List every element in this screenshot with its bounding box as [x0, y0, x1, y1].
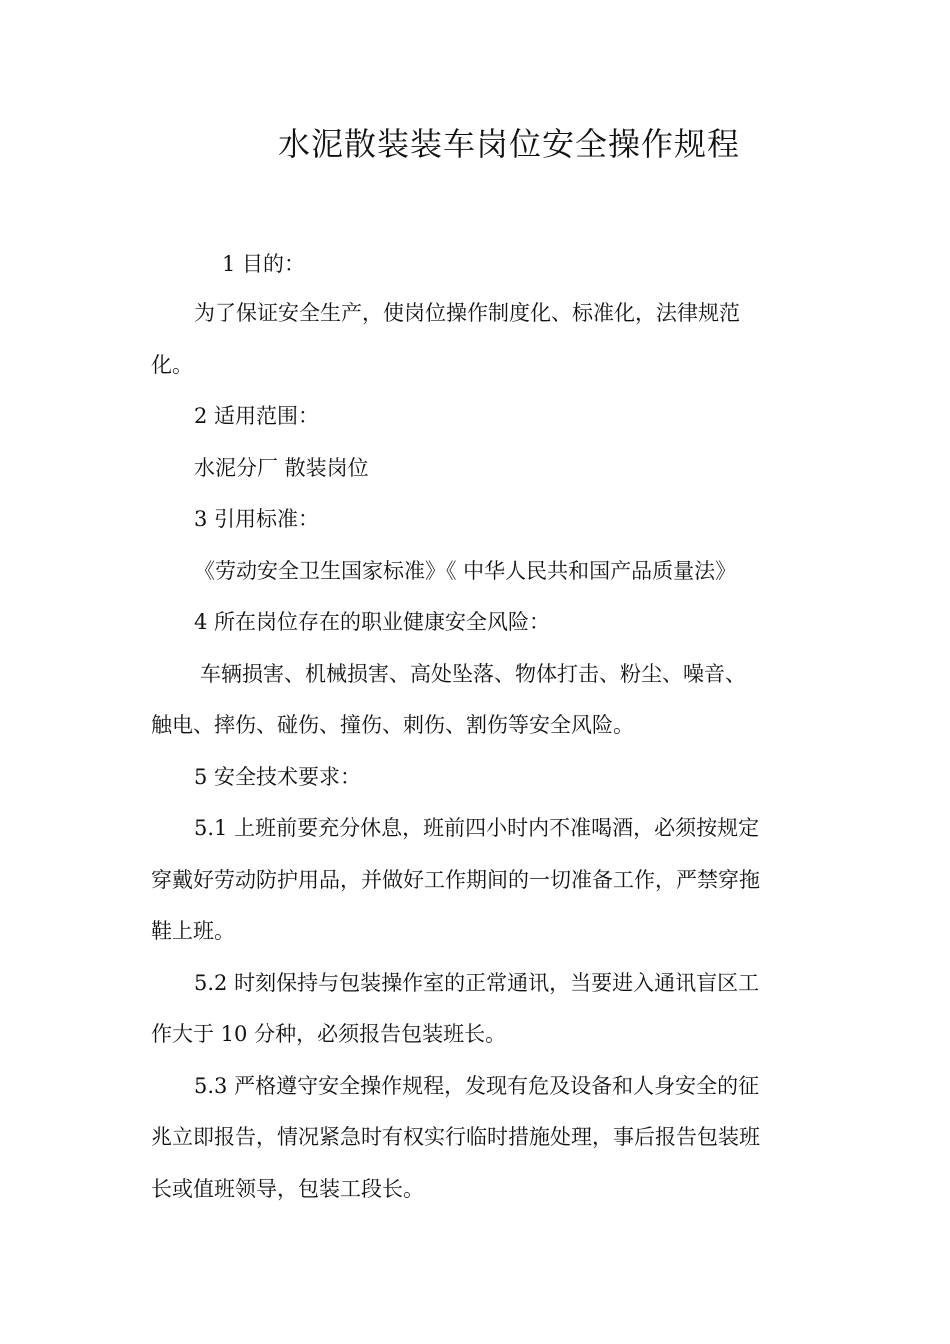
- section-heading-scope: 2 适用范围：: [194, 404, 320, 428]
- paragraph-line: 化。: [151, 353, 193, 377]
- section-heading-risks: 4 所在岗位存在的职业健康安全风险：: [194, 610, 551, 634]
- section-heading-standards: 3 引用标准：: [194, 507, 320, 531]
- section-heading-requirements: 5 安全技术要求：: [194, 765, 362, 789]
- paragraph-line: 作大于 10 分种，必须报告包装班长。: [151, 1022, 507, 1046]
- paragraph-line: 水泥分厂 散装岗位: [194, 456, 369, 480]
- paragraph-line: 《劳动安全卫生国家标准》《 中华人民共和国产品质量法》: [194, 559, 737, 583]
- paragraph-line: 触电、摔伤、碰伤、撞伤、刺伤、割伤等安全风险。: [151, 713, 634, 737]
- paragraph-line: 长或值班领导，包装工段长。: [151, 1177, 424, 1201]
- paragraph-line: 5.3 严格遵守安全操作规程，发现有危及设备和人身安全的征: [194, 1074, 760, 1098]
- paragraph-line: 穿戴好劳动防护用品，并做好工作期间的一切准备工作，严禁穿拖: [151, 868, 760, 892]
- paragraph-line: 鞋上班。: [151, 919, 235, 943]
- section-heading-purpose: 1 目的：: [222, 252, 306, 276]
- paragraph-line: 5.2 时刻保持与包装操作室的正常通讯，当要进入通讯盲区工: [194, 971, 760, 995]
- paragraph-line: 兆立即报告，情况紧急时有权实行临时措施处理，事后报告包装班: [151, 1125, 760, 1149]
- paragraph-line: 车辆损害、机械损害、高处坠落、物体打击、粉尘、噪音、: [200, 662, 746, 686]
- paragraph-line: 5.1 上班前要充分休息，班前四小时内不准喝酒，必须按规定: [194, 816, 760, 840]
- document-title: 水泥散装装车岗位安全操作规程: [277, 125, 740, 163]
- paragraph-line: 为了保证安全生产，使岗位操作制度化、标准化，法律规范: [194, 301, 740, 325]
